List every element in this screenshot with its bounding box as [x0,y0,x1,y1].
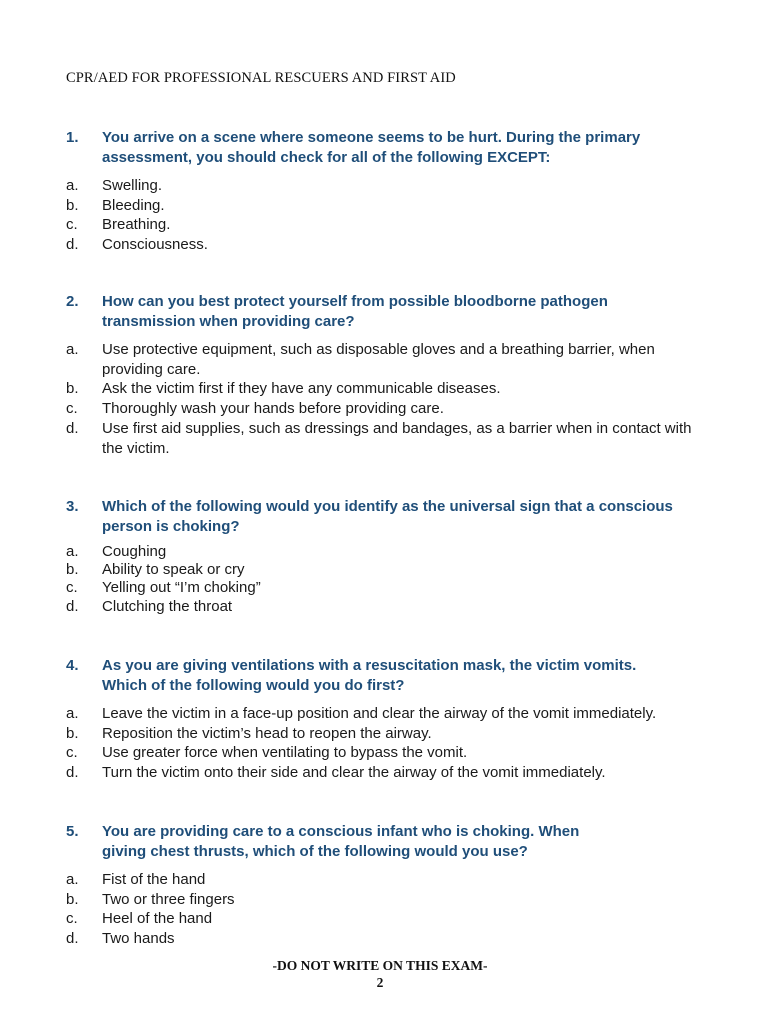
option-letter: c. [66,400,78,418]
option-letter: d. [66,597,79,615]
question-text: Which of the following would you identify as the universal sign that a conscious person is choking? [102,498,673,535]
option-text: Fist of the hand [102,871,206,888]
options-list [66,340,706,458]
question-number: 2. [66,293,79,310]
footer-notice: -DO NOT WRITE ON THIS EXAM- [272,958,488,973]
option-a [66,870,706,890]
option-a [66,543,706,561]
option-a [66,340,706,379]
option-text: Use greater force when ventilating to bypass the vomit. [102,744,468,762]
page-footer [0,957,760,991]
option-d [66,929,706,949]
option-letter: b. [66,890,79,908]
option-letter: c. [66,579,78,597]
option-letter: c. [66,744,78,762]
question-4 [66,656,706,783]
question-heading [66,822,626,861]
question-5 [66,822,706,949]
option-letter: c. [66,216,78,234]
question-heading [66,497,706,536]
question-heading [66,128,666,167]
option-letter: b. [66,380,79,398]
option-text: Two or three fingers [102,890,235,908]
question-number: 3. [66,498,79,515]
question-text: You are providing care to a conscious infant who is choking. When giving chest thrusts, which of the following would you use? [102,823,580,860]
option-c [66,743,706,763]
option-d [66,598,706,616]
question-number: 5. [66,823,79,840]
options-list [66,704,706,783]
question-3 [66,497,706,616]
option-text: Turn the victim onto their side and clear the airway of the vomit immediately. [102,764,606,782]
option-letter: b. [66,724,79,742]
option-text: Ask the victim first if they have any communicable diseases. [102,380,501,398]
option-a [66,704,706,724]
option-text: Leave the victim in a face-up position and clear the airway of the vomit immediately. [102,705,657,722]
option-letter: d. [66,419,79,437]
option-text: Two hands [102,930,175,948]
option-text: Consciousness. [102,236,208,254]
option-letter: a. [66,871,79,888]
options-list [66,543,706,616]
option-letter: b. [66,561,79,579]
option-letter: a. [66,543,79,560]
option-text: Thoroughly wash your hands before providing care. [102,400,444,418]
option-text: Yelling out “I’m choking” [102,579,261,597]
option-letter: d. [66,764,79,782]
option-c [66,909,706,929]
option-text: Swelling. [102,177,163,194]
option-letter: a. [66,341,79,358]
option-letter: a. [66,705,79,722]
option-text: Heel of the hand [102,910,213,928]
option-letter: d. [66,236,79,254]
option-d [66,235,706,255]
option-c [66,579,706,597]
option-d [66,763,706,783]
option-b [66,724,706,744]
question-text: You arrive on a scene where someone seems to be hurt. During the primary assessment, you should check for all of the following EXCEPT: [102,129,641,166]
option-b [66,890,706,910]
option-text: Coughing [102,543,167,560]
option-letter: d. [66,930,79,948]
option-text: Clutching the throat [102,597,233,615]
question-1 [66,128,706,255]
option-b [66,561,706,579]
option-letter: a. [66,177,79,194]
option-b [66,379,706,399]
option-letter: b. [66,196,79,214]
option-c [66,215,706,235]
page-number: 2 [376,975,384,990]
option-text: Ability to speak or cry [102,561,245,579]
question-number: 1. [66,129,79,146]
option-text: Reposition the victim’s head to reopen the airway. [102,724,432,742]
option-letter: c. [66,910,78,928]
question-text: How can you best protect yourself from possible bloodborne pathogen transmission when providing care? [102,293,608,330]
document-header: CPR/AED FOR PROFESSIONAL RESCUERS AND FIRST AID [66,70,456,86]
question-number: 4. [66,657,79,674]
option-a [66,176,706,196]
question-heading [66,656,676,695]
option-d [66,419,706,458]
options-list [66,176,706,255]
option-c [66,399,706,419]
option-text: Use first aid supplies, such as dressings and bandages, as a barrier when in contact with the victim. [102,419,692,457]
option-text: Bleeding. [102,196,165,214]
option-b [66,196,706,216]
option-text: Use protective equipment, such as disposable gloves and a breathing barrier, when providing care. [102,341,655,378]
options-list [66,870,706,949]
question-text: As you are giving ventilations with a resuscitation mask, the victim vomits. Which of the following would you do first? [102,657,637,694]
option-text: Breathing. [102,216,171,234]
question-heading [66,292,666,331]
question-2 [66,292,706,458]
